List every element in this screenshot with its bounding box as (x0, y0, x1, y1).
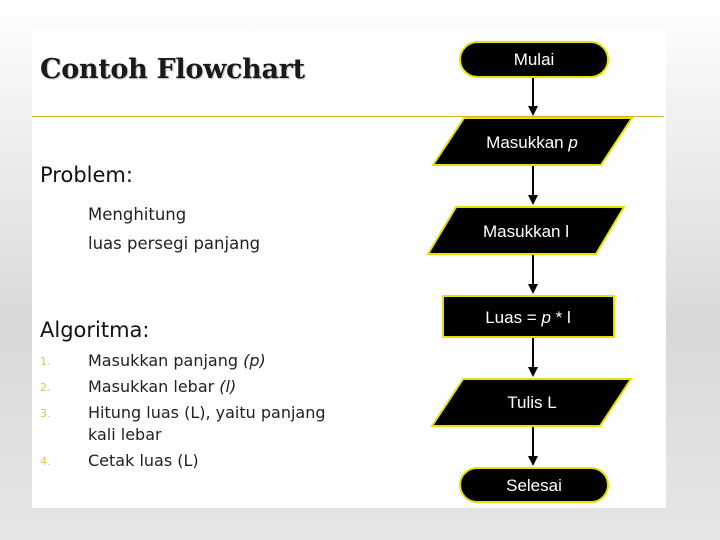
algorithm-heading: Algoritma: (40, 318, 150, 342)
output-node (432, 379, 631, 426)
step-text: Masukkan lebar (88, 377, 220, 396)
step-number: 3. (40, 407, 51, 420)
flowchart-diagram (420, 30, 660, 510)
end-label: Selesai (506, 476, 562, 495)
step-text: Hitung luas (L), yaitu panjang kali lebar (88, 403, 326, 444)
end-terminator (460, 468, 608, 502)
slide-title: Contoh Flowchart (40, 54, 305, 85)
algorithm-steps (40, 350, 348, 476)
process-label: Luas = p * l (485, 308, 571, 327)
algorithm-step (40, 376, 348, 398)
step-variable: (p) (243, 351, 266, 370)
step-text: Cetak luas (L) (88, 451, 199, 470)
algorithm-step (40, 450, 348, 472)
step-number: 4. (40, 455, 51, 468)
problem-heading: Problem: (40, 163, 133, 187)
step-number: 1. (40, 355, 51, 368)
step-variable: (l) (219, 377, 237, 396)
algorithm-step (40, 350, 348, 372)
problem-line: luas persegi panjang (88, 234, 261, 253)
input-l-label: Masukkan l (483, 222, 569, 241)
start-label: Mulai (513, 50, 555, 69)
problem-description (88, 200, 260, 258)
input-l-node (428, 207, 624, 254)
step-number: 2. (40, 381, 51, 394)
input-p-label: Masukkan p (486, 133, 578, 152)
step-text: Masukkan panjang (88, 351, 244, 370)
problem-line: Menghitung (88, 205, 187, 224)
output-label: Tulis L (507, 393, 557, 412)
process-node (443, 296, 614, 337)
input-p-node (433, 118, 632, 165)
algorithm-step (40, 402, 348, 446)
start-terminator (460, 42, 608, 77)
